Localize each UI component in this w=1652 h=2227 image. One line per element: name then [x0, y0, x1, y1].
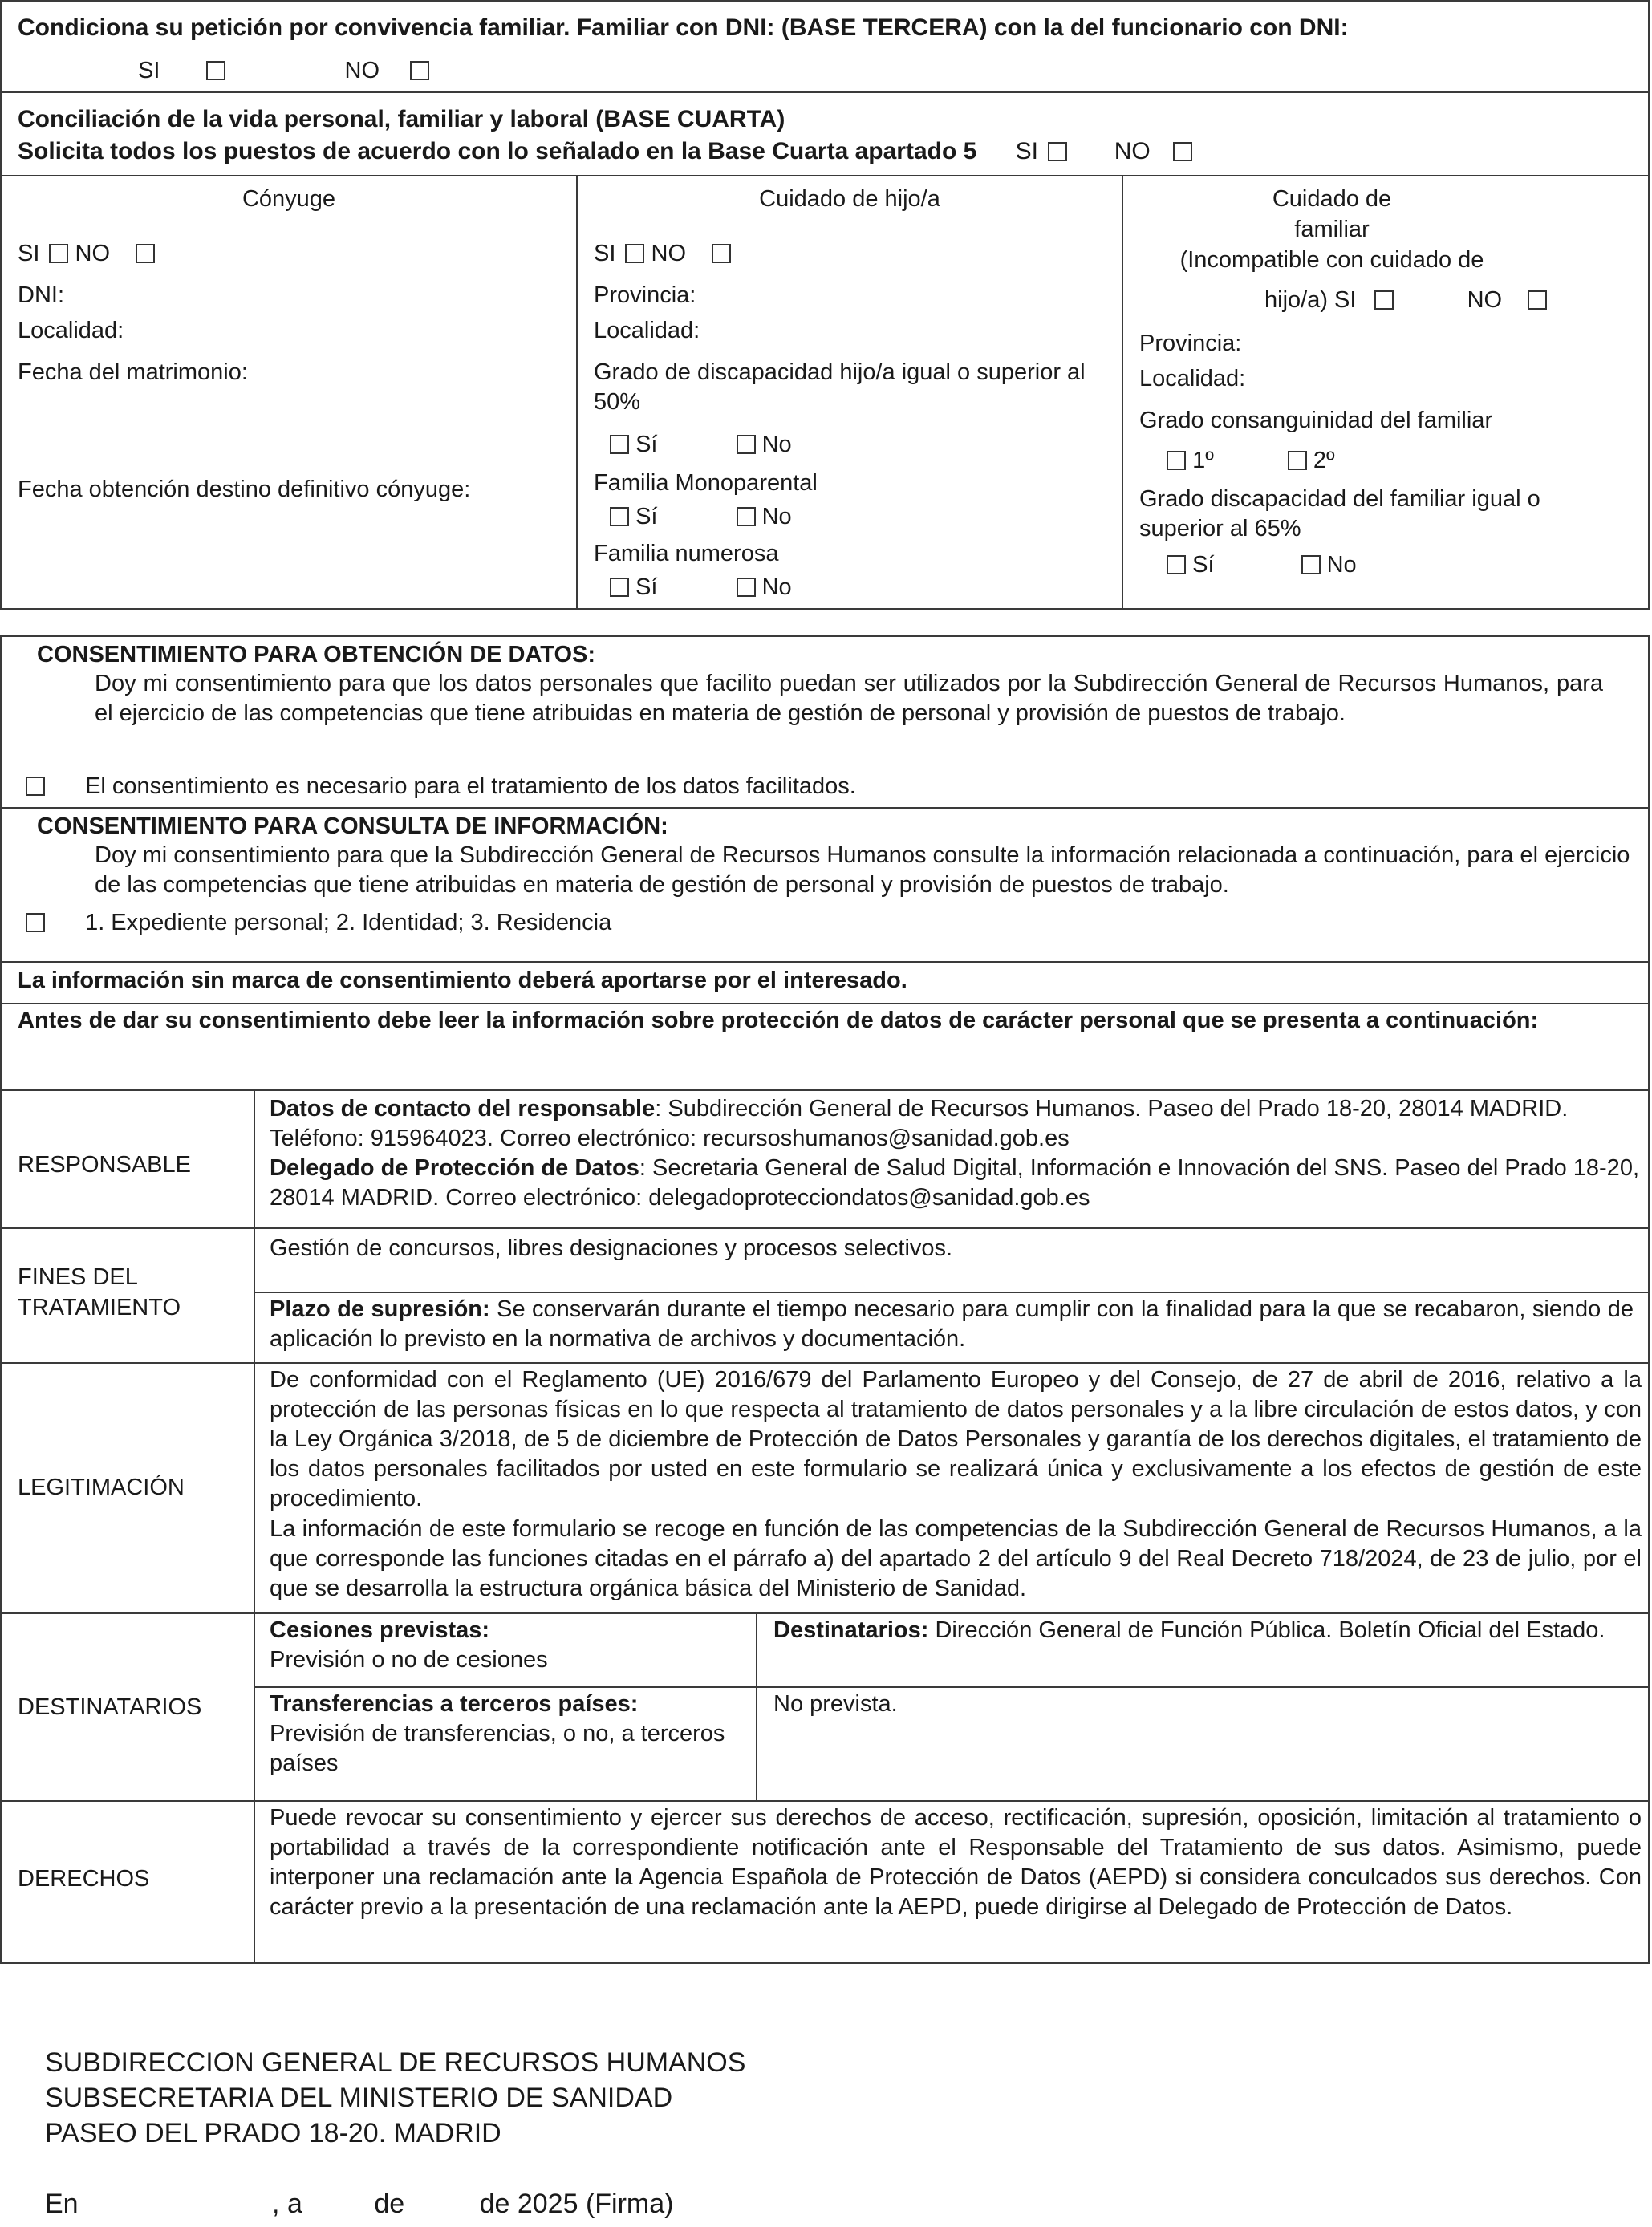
- cuidado-hijo-header: Cuidado de hijo/a: [759, 186, 940, 212]
- cuidado-hijo-si-label: SI: [594, 241, 616, 266]
- consanguinidad-1-label: 1º: [1192, 448, 1214, 473]
- cuidado-hijo-discapacidad-label: Grado de discapacidad hijo/a igual o superior al 50%: [594, 359, 1086, 416]
- conyuge-localidad-label: Localidad:: [18, 318, 124, 343]
- cuidado-hijo-no-checkbox[interactable]: [712, 244, 731, 263]
- conciliacion-section: [0, 91, 1650, 176]
- conyuge-si-checkbox[interactable]: [49, 244, 68, 263]
- legitimacion-content: [270, 1365, 1642, 1604]
- monoparental-si-checkbox[interactable]: [610, 507, 629, 526]
- plazo-title: Plazo de supresión:: [270, 1296, 490, 1322]
- cuidado-familiar-header-2: familiar: [1294, 217, 1370, 242]
- cesiones-text: Previsión o no de cesiones: [270, 1647, 548, 1673]
- conciliacion-no-label: NO: [1114, 138, 1151, 164]
- fines-text: Gestión de concursos, libres designaciones y procesos selectivos.: [270, 1235, 953, 1261]
- signature-de-label: de: [374, 2188, 405, 2219]
- numerosa-si-label: Sí: [635, 574, 658, 600]
- conyuge-si-label: SI: [18, 241, 40, 266]
- footer-address-line-1: SUBDIRECCION GENERAL DE RECURSOS HUMANOS: [45, 2047, 746, 2078]
- notice-proteccion: Antes de dar su consentimiento debe leer la información sobre protección de datos de carácter personal que se presenta a continuación:: [18, 1008, 1539, 1033]
- cuidado-hijo-si-checkbox[interactable]: [625, 244, 644, 263]
- hijo-discapacidad-no-label: No: [761, 432, 792, 457]
- cuidado-familiar-no-checkbox[interactable]: [1528, 290, 1547, 310]
- numerosa-si-checkbox[interactable]: [610, 578, 629, 597]
- monoparental-si-label: Sí: [635, 504, 658, 529]
- conciliacion-si-label: SI: [1015, 138, 1039, 164]
- proteccion-table: [2, 1089, 1648, 1964]
- numerosa-no-label: No: [761, 574, 792, 600]
- convivencia-no-label: NO: [344, 58, 380, 83]
- notice-sin-marca: La información sin marca de consentimiento deberá aportarse por el interesado.: [18, 967, 907, 993]
- familiar-discapacidad-no-label: No: [1326, 552, 1357, 578]
- legitimacion-label: LEGITIMACIÓN: [18, 1475, 185, 1500]
- signature-a-label: , a: [272, 2188, 302, 2219]
- cuidado-familiar-header-1: Cuidado de: [1272, 186, 1392, 212]
- cuidado-familiar-si-label: hijo/a) SI: [1264, 287, 1357, 313]
- legitimacion-text-1: De conformidad con el Reglamento (UE) 2016/679 del Parlamento Europeo y del Consejo, de 27 de abril de 2016, relativo a la protección de las personas físicas en lo que respecta al tratamiento de datos personales y a la libre circulación de estos datos, y con la Ley Orgánica 3/2018, de 5 de diciembre de Protección de Datos Personales y garantía de los derechos digitales, el tratamiento de los datos personales facilitados por usted en este formulario se realizará única y exclusivamente a los efectos de gestión de este procedimiento.: [270, 1367, 1642, 1512]
- derechos-text: Puede revocar su consentimiento y ejercer sus derechos de acceso, rectificación, supresión, oposición, limitación al tratamiento o portabilidad a través de la correspondiente notificación ante el Responsable del Tratamiento de sus datos. Asimismo, puede interponer una reclamación ante la Agencia Española de Protección de Datos (AEPD) si considera conculcados sus derechos. Con carácter previo a la presentación de una reclamación ante la AEPD, puede dirigirse al Delegado de Protección de Datos.: [270, 1805, 1642, 1921]
- conciliacion-no-checkbox[interactable]: [1173, 142, 1192, 161]
- cesiones-content: [270, 1616, 751, 1675]
- responsable-dpd-title: Delegado de Protección de Datos: [270, 1155, 639, 1182]
- conyuge-no-checkbox[interactable]: [136, 244, 155, 263]
- consanguinidad-label: Grado consanguinidad del familiar: [1139, 408, 1493, 433]
- footer-address-line-3: PASEO DEL PRADO 18-20. MADRID: [45, 2118, 501, 2148]
- monoparental-no-checkbox[interactable]: [737, 507, 756, 526]
- consent-consulta-title: CONSENTIMIENTO PARA CONSULTA DE INFORMACIÓN:: [37, 813, 668, 839]
- cuidado-hijo-provincia-label: Provincia:: [594, 282, 696, 308]
- conyuge-column: [2, 176, 576, 608]
- convivencia-no-checkbox[interactable]: [410, 61, 429, 80]
- consanguinidad-2-checkbox[interactable]: [1288, 451, 1307, 470]
- fines-label-1: FINES DEL: [18, 1264, 138, 1290]
- cuidado-familiar-localidad-label: Localidad:: [1139, 366, 1246, 391]
- consanguinidad-2-label: 2º: [1313, 448, 1335, 473]
- familiar-discapacidad-si-label: Sí: [1192, 552, 1215, 578]
- transferencias-content: [270, 1690, 735, 1779]
- consent-datos-checkbox[interactable]: [26, 777, 45, 796]
- consent-datos-title: CONSENTIMIENTO PARA OBTENCIÓN DE DATOS:: [37, 642, 596, 667]
- convivencia-title: Condiciona su petición por convivencia familiar. Familiar con DNI: (BASE TERCERA) con la del funcionario con DNI:: [18, 14, 1349, 41]
- signature-line: [45, 2187, 673, 2222]
- consanguinidad-1-checkbox[interactable]: [1167, 451, 1186, 470]
- convivencia-si-label: SI: [138, 58, 160, 83]
- cuidado-familiar-header-3: (Incompatible con cuidado de: [1179, 247, 1484, 273]
- cuidado-hijo-column: [578, 176, 1122, 608]
- plazo-text: Se conservarán durante el tiempo necesario para cumplir con la finalidad para la que se recabaron, siendo de aplicación lo previsto en la normativa de archivos y documentación.: [270, 1296, 1634, 1353]
- conyuge-dni-label: DNI:: [18, 282, 64, 308]
- conyuge-header: Cónyuge: [242, 186, 336, 212]
- consent-consulta-checkbox[interactable]: [26, 913, 45, 932]
- signature-year-label: de 2025 (Firma): [479, 2188, 674, 2219]
- cuidado-hijo-monoparental-label: Familia Monoparental: [594, 470, 818, 496]
- cuidado-hijo-no-label: NO: [651, 241, 687, 266]
- familiar-discapacidad-si-checkbox[interactable]: [1167, 555, 1186, 574]
- familiar-discapacidad-label: Grado discapacidad del familiar igual o superior al 65%: [1139, 486, 1540, 542]
- responsable-contact-text: : Subdirección General de Recursos Humanos. Paseo del Prado 18-20, 28014 MADRID. Teléfono: 915964023. Correo electrónico: recursoshumanos@sanidad.gob.es: [270, 1096, 1569, 1152]
- consent-consulta-checkbox-label: 1. Expediente personal; 2. Identidad; 3. Residencia: [85, 910, 612, 935]
- consent-and-protection-block: [0, 635, 1650, 1964]
- conyuge-no-label: NO: [75, 241, 111, 266]
- monoparental-no-label: No: [761, 504, 792, 529]
- derechos-label: DERECHOS: [18, 1866, 150, 1892]
- cuidado-familiar-si-checkbox[interactable]: [1374, 290, 1394, 310]
- cuidado-hijo-localidad-label: Localidad:: [594, 318, 700, 343]
- destinatarios-label: DESTINATARIOS: [18, 1694, 202, 1720]
- footer-address-line-2: SUBSECRETARIA DEL MINISTERIO DE SANIDAD: [45, 2083, 673, 2113]
- responsable-label: RESPONSABLE: [18, 1152, 191, 1178]
- conyuge-fecha-matrimonio-label: Fecha del matrimonio:: [18, 359, 248, 385]
- conciliacion-subtitle: Solicita todos los puestos de acuerdo con lo señalado en la Base Cuarta apartado 5: [18, 138, 977, 164]
- cuidado-hijo-numerosa-label: Familia numerosa: [594, 541, 779, 566]
- destinatarios-title: Destinatarios:: [773, 1617, 929, 1643]
- consent-consulta-text: Doy mi consentimiento para que la Subdirección General de Recursos Humanos consulte la información relacionada a continuación, para el ejercicio de las competencias que tiene atribuidas en materia de gestión de personal y provisión de puestos de trabajo.: [95, 842, 1630, 899]
- hijo-discapacidad-si-checkbox[interactable]: [610, 435, 629, 454]
- familiar-discapacidad-no-checkbox[interactable]: [1301, 555, 1321, 574]
- numerosa-no-checkbox[interactable]: [737, 578, 756, 597]
- hijo-discapacidad-no-checkbox[interactable]: [737, 435, 756, 454]
- hijo-discapacidad-si-label: Sí: [635, 432, 658, 457]
- plazo-content: [270, 1295, 1634, 1354]
- fines-label-2: TRATAMIENTO: [18, 1295, 181, 1320]
- consent-datos-text: Doy mi consentimiento para que los datos personales que facilito puedan ser utilizados por la Subdirección General de Recursos Humanos, para el ejercicio de las competencias que tiene atribuidas en materia de gestión de personal y provisión de puestos de trabajo.: [95, 671, 1603, 727]
- legitimacion-text-2: La información de este formulario se recoge en función de las competencias de la Subdirección General de Recursos Humanos, a la que corresponde las funciones citadas en el párrafo a) del apartado 2 del artículo 9 del Real Decreto 718/2024, de 23 de julio, por el que se desarrolla la estructura orgánica básica del Ministerio de Sanidad.: [270, 1515, 1642, 1601]
- signature-en-label: En: [45, 2188, 79, 2219]
- responsable-contact-title: Datos de contacto del responsable: [270, 1096, 656, 1122]
- transferencias-text: Previsión de transferencias, o no, a terceros países: [270, 1721, 725, 1777]
- cesiones-title: Cesiones previstas:: [270, 1617, 490, 1643]
- responsable-content: [270, 1094, 1646, 1213]
- transferencias-title: Transferencias a terceros países:: [270, 1691, 639, 1717]
- destinatarios-text: Dirección General de Función Pública. Boletín Oficial del Estado.: [928, 1617, 1605, 1643]
- conciliacion-title: Conciliación de la vida personal, familiar y laboral (BASE CUARTA): [18, 106, 785, 132]
- consent-datos-checkbox-label: El consentimiento es necesario para el tratamiento de los datos facilitados.: [85, 773, 856, 799]
- cuidado-familiar-provincia-label: Provincia:: [1139, 331, 1242, 356]
- responsable-dpd-text: : Secretaria General de Salud Digital, Información e Innovación del SNS. Paseo del Prado 18-20, 28014 MADRID. Correo electrónico: delegadoprotecciondatos@sanidad.gob.es: [270, 1155, 1639, 1211]
- cuidado-familiar-no-label: NO: [1467, 287, 1503, 313]
- cuidado-familiar-column: [1123, 176, 1650, 608]
- conciliacion-si-checkbox[interactable]: [1048, 142, 1067, 161]
- conciliacion-options-grid: [0, 175, 1650, 610]
- transferencias-value: No prevista.: [773, 1691, 898, 1717]
- conyuge-fecha-destino-label: Fecha obtención destino definitivo cónyuge:: [18, 477, 471, 502]
- destinatarios-content: [773, 1616, 1632, 1645]
- convivencia-si-checkbox[interactable]: [206, 61, 225, 80]
- convivencia-section: [0, 0, 1650, 93]
